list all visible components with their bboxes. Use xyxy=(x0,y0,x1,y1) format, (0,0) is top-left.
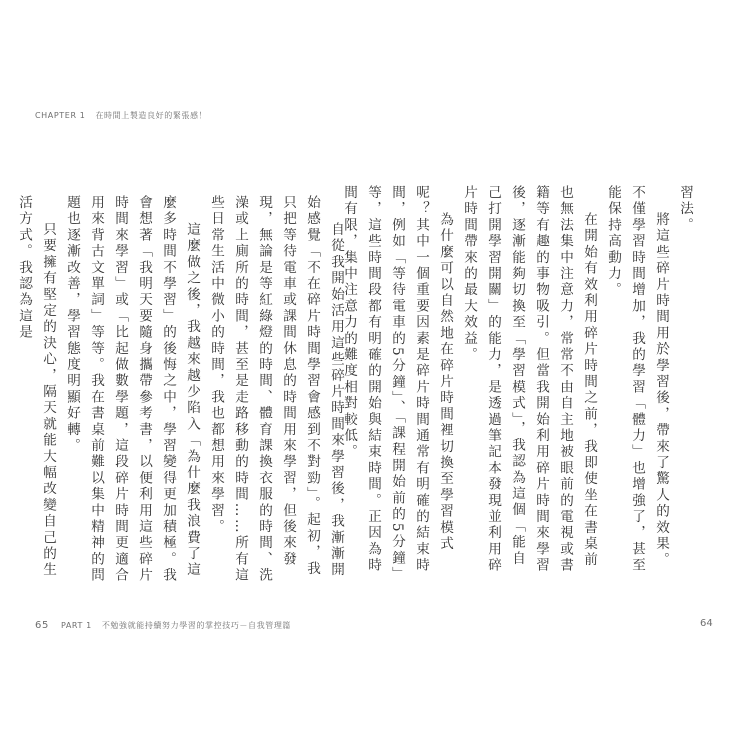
left-page-number: 65 xyxy=(35,620,49,631)
part-title: 不勉強就能持續努力學習的掌控技巧－自我管理篇 xyxy=(101,621,292,630)
chapter-title: 在時間上製造良好的緊張感！ xyxy=(95,111,208,120)
right-page-text xyxy=(341,185,697,580)
paragraph: 習法。 xyxy=(677,185,693,234)
paragraph: 這麼做之後，我越來越少陷入「為什麼我浪費了這麼多時間不學習」的後悔之中，學習變得更加積極。我會想著「我明天要隨身攜帶參考書，以便利用這些碎片時間來學習」或「比起做數學題，這段碎片時間更適合用來背古文單詞」等等。我在書桌前難以集中精神的問題也逐漸改善，學習態度明顯好轉。 xyxy=(64,195,200,584)
left-page-footer xyxy=(35,620,291,631)
right-page-number: 64 xyxy=(700,618,713,629)
paragraph: 為什麼可以自然地在碎片時間裡切換至學習模式呢？其中一個重要因素是碎片時間通常有明確的結束時間，例如「等待電車的5分鐘」、「課程開始前的5分鐘」等，這些時間段都有明確的開始與結束時間。正因為時間有限，集中注意力的難度相對較低。 xyxy=(341,185,453,576)
part-label: PART 1 xyxy=(60,621,92,630)
paragraph: 自從我開始活用這些碎片時間來學習後，我漸漸開始感覺「不在碎片時間學習會感到不對勁」。起初，我只把等待電車或課間休息的時間用來學習，但後來發現，無論是等紅綠燈的時間、體育課換衣服的時間、洗澡或上廁所的時間，甚至是走路移動的時間……所有這些日常生活中微小的時間，我也都想用來學習。 xyxy=(208,195,344,584)
running-header xyxy=(35,110,207,121)
paragraph: 將這些碎片時間用於學習後，帶來了驚人的效果。不僅學習時間增加，我的學習「體力」也增強了，甚至能保持高動力。 xyxy=(605,185,669,574)
chapter-label: CHAPTER 1 xyxy=(35,111,86,120)
paragraph: 在開始有效利用碎片時間之前，我即使坐在書桌前也無法集中注意力，常常不由自主地被眼前的電視或書籍等有趣的事物吸引。但當我開始利用碎片時間來學習後，逐漸能夠切換至「學習模式」，我認為這個「能自己打開學習開關」的能力，是透過筆記本發現並利用碎片時間帶來的最大效益。 xyxy=(461,185,597,574)
paragraph: 只要擁有堅定的決心，隔天就能大幅改變自己的生活方式。我認為這是 xyxy=(16,195,56,579)
left-page-text xyxy=(16,195,348,590)
